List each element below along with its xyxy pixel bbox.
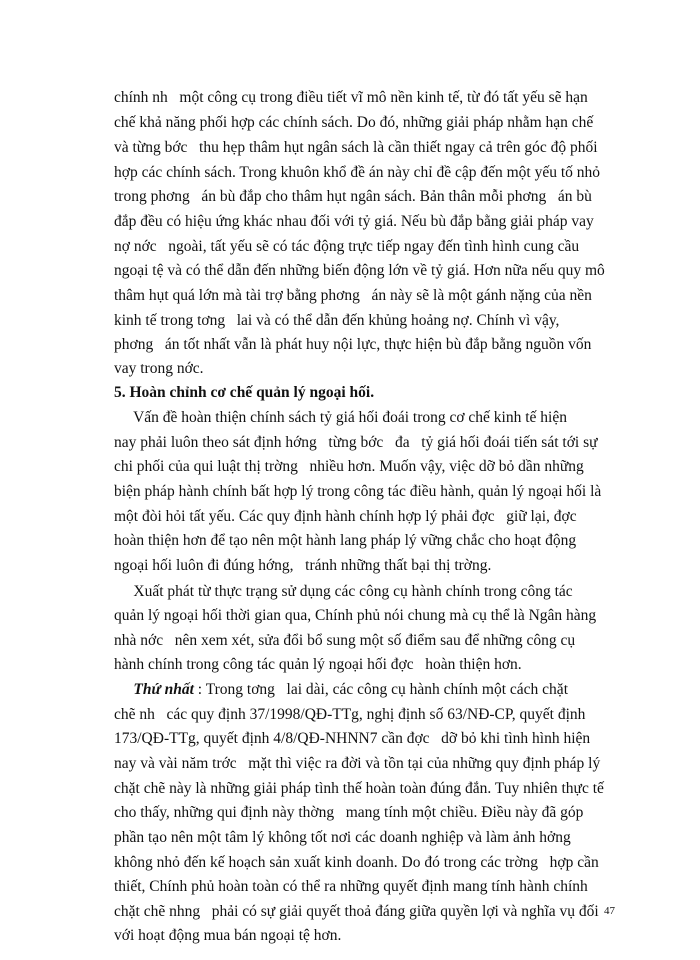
paragraph-line: chính nh một công cụ trong điều tiết vĩ mô nền kinh tế, từ đó tất yếu sẽ hạn <box>114 89 588 106</box>
paragraph-line: Xuất phát từ thực trạng sử dụng các công cụ hành chính trong công tác <box>114 583 573 600</box>
page-number: 47 <box>604 905 615 917</box>
paragraph-line <box>114 679 568 701</box>
section-heading: 5. Hoàn chỉnh cơ chế quản lý ngoại hối. <box>114 384 375 401</box>
paragraph-line: ngoại tệ và có thể dẫn đến những biến động lớn về tỷ giá. Hơn nữa nếu quy mô <box>114 262 605 279</box>
paragraph-line: hợp các chính sách. Trong khuôn khổ đề án này chỉ đề cập đến một yếu tố nhỏ <box>114 164 601 181</box>
paragraph-line: Vấn đề hoàn thiện chính sách tỷ giá hối đoái trong cơ chế kinh tế hiện <box>114 409 567 426</box>
first-point-text: : Trong tơng lai dài, các công cụ hành chính một cách chặt <box>193 681 568 698</box>
first-point-label: Thứ nhất <box>114 681 194 698</box>
paragraph-line: không nhỏ đến kế hoạch sản xuất kinh doanh. Do đó trong các trờng hợp cần <box>114 854 599 871</box>
paragraph-line: một đòi hỏi tất yếu. Các quy định hành chính hợp lý phải đợc giữ lại, đợc <box>114 508 577 525</box>
paragraph-line: quản lý ngoại hối thời gian qua, Chính phủ nói chung mà cụ thể là Ngân hàng <box>114 607 597 624</box>
paragraph-line: nợ nớc ngoài, tất yếu sẽ có tác động trực tiếp ngay đến tình hình cung cầu <box>114 238 580 255</box>
paragraph-line: và từng bớc thu hẹp thâm hụt ngân sách là cần thiết ngay cả trên góc độ phối <box>114 139 598 156</box>
paragraph-line: hoàn thiện hơn để tạo nên một hành lang pháp lý vững chắc cho hoạt động <box>114 532 577 549</box>
paragraph-line: chặt chẽ nhng phải có sự giải quyết thoả đáng giữa quyền lợi và nghĩa vụ đối <box>114 903 599 920</box>
paragraph-line: cho thấy, những qui định này thờng mang tính một chiều. Điều này đã góp <box>114 804 584 821</box>
paragraph-line: chi phối của qui luật thị trờng nhiều hơn. Muốn vậy, việc dỡ bỏ dần những <box>114 458 584 475</box>
paragraph-line: thiết, Chính phủ hoàn toàn có thể ra những quyết định mang tính hành chính <box>114 878 588 895</box>
paragraph-line: trong phơng án bù đắp cho thâm hụt ngân sách. Bản thân mỗi phơng án bù <box>114 188 592 205</box>
paragraph-line: hành chính trong công tác quản lý ngoại hối đợc hoàn thiện hơn. <box>114 656 522 673</box>
paragraph-line: vay trong nớc. <box>114 360 204 377</box>
paragraph-line: chế khả năng phối hợp các chính sách. Do đó, những giải pháp nhằm hạn chế <box>114 114 594 131</box>
paragraph-line: nay và vài năm trớc mặt thì việc ra đời và tồn tại của những quy định pháp lý <box>114 755 601 772</box>
paragraph-line: phần tạo nên một tâm lý không tốt nơi các doanh nghiệp và làm ảnh hởng <box>114 829 571 846</box>
paragraph-line: với hoạt động mua bán ngoại tệ hơn. <box>114 927 342 944</box>
paragraph-line: nhà nớc nên xem xét, sửa đổi bổ sung một số điểm sau để những công cụ <box>114 632 576 649</box>
paragraph-line: kinh tế trong tơng lai và có thể dẫn đến khủng hoảng nợ. Chính vì vậy, <box>114 312 560 329</box>
paragraph-line: phơng án tốt nhất vẫn là phát huy nội lực, thực hiện bù đắp bằng nguồn vốn <box>114 336 592 353</box>
paragraph-line: thâm hụt quá lớn mà tài trợ bằng phơng án này sẽ là một gánh nặng của nền <box>114 287 592 304</box>
paragraph-line: đắp đều có hiệu ứng khác nhau đối với tỷ giá. Nếu bù đắp bằng giải pháp vay <box>114 213 594 230</box>
paragraph-line: chẽ nh các quy định 37/1998/QĐ-TTg, nghị định số 63/NĐ-CP, quyết định <box>114 706 586 723</box>
paragraph-line: biện pháp hành chính bất hợp lý trong công tác điều hành, quản lý ngoại hối là <box>114 483 602 500</box>
paragraph-line: 173/QĐ-TTg, quyết định 4/8/QĐ-NHNN7 cần đợc dỡ bỏ khi tình hình hiện <box>114 730 591 747</box>
paragraph-line: chặt chẽ này là những giải pháp tình thế hoàn toàn đúng đắn. Tuy nhiên thực tế <box>114 780 604 797</box>
paragraph-line: nay phải luôn theo sát định hớng từng bớc đa tỷ giá hối đoái tiến sát tới sự <box>114 434 598 451</box>
paragraph-line: ngoại hối luôn đi đúng hớng, tránh những thất bại thị trờng. <box>114 557 492 574</box>
